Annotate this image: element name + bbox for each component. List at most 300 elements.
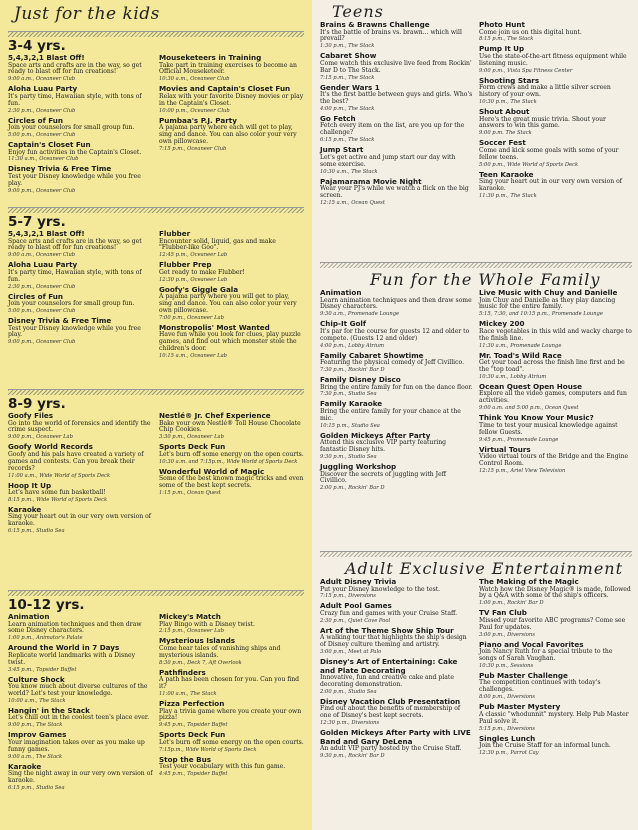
event-item [8,482,153,503]
event-time-location: 9:30 p.m., Rockin' Bar D [320,753,385,760]
event-title: Sports Deck Fun [159,442,226,452]
event-title: Captain's Closet Fun [8,140,91,150]
event-time-location: 10:30 a.m., Oceaneer Club [159,76,230,83]
event-item [320,729,473,759]
kids-heading: Just for the kids [14,4,160,24]
event-time-location: 9:00 p.m., Oceaneer Club [8,187,76,194]
event-description: Join your counselors for small group fun. [8,124,135,132]
event-title: Mouseketeers in Training [159,53,262,62]
event-item [320,352,473,373]
event-title: Disney Trivia & Free Time [8,164,112,174]
event-description: It's party time, Hawaiian style, with tons of fun. [8,268,142,283]
event-time-location: 3:00 p.m., Diversions [479,631,535,638]
event-time-location: 11:30 a.m., Promenade Lounge [479,342,562,349]
event-title: Family Cabaret Showtime [320,350,424,360]
event-item [8,707,153,728]
event-title: Gender Wars 1 [320,82,380,92]
event-description: Innovative, fun and creative cake and plate decorating demonstration. [320,674,454,689]
event-description: Join your counselors for small group fun. [8,300,135,308]
event-description: Play Bingo with a Disney twist. [159,620,255,628]
event-description: Bake your own Nestlé® Toll House Chocolate Chip Cookies. [159,419,301,434]
event-title: Golden Mickeys After Party with LIVE Band and Gary DeLena [320,728,471,746]
event-time-location: 3:30 p.m., Oceaneer Lab [159,434,224,441]
event-title: Adult Disney Trivia [320,577,397,586]
event-description: Wear your PJ's while we watch a flick on the big screen. [320,185,469,199]
age-divider [8,389,304,395]
event-column-left [8,230,153,362]
event-time-location: 1:30 p.m., The Stack [320,43,375,50]
event-time-location: 7:15p.m., Wide World of Sports Deck [159,746,257,753]
event-title: Culture Shock [8,674,65,684]
event-column-right [479,289,632,494]
event-item [159,443,304,464]
event-time-location: 5:00 p.m., Oceaneer Club [8,308,76,315]
event-title: Virtual Tours [479,444,531,454]
event-description: Join Nancy Ruth for a special tribute to the songs of Sarah Vaughan. [479,648,613,663]
event-time-location: 2:30 p.m., Oceaneer Club [8,283,76,290]
event-title: Mickey's Match [159,612,221,621]
event-description: Goofy and his pals have created a variety of games and contests. Can you break their records? [8,450,144,472]
event-item [159,117,304,152]
event-title: TV Fan Club [479,608,527,618]
event-title: Disney Trivia & Free Time [8,316,112,326]
event-item [479,414,632,442]
event-item [479,171,632,199]
event-title: Disney's Art of Entertaining: Cake and Plate Decorating [320,657,458,675]
event-description: A pajama party where you will get to play, sing and dance. You can also color your very own pillowcase. [159,293,297,315]
event-description: You know much about diverse cultures of the world? Let's test your knowledge. [8,683,148,698]
event-item [479,703,632,731]
event-description: A path has been chosen for you. Can you find it? [159,676,300,691]
event-description: Use the state-of-the-art fitness equipment while listening music. [479,52,627,67]
event-item [159,669,304,697]
event-time-location: 6:15 p.m., Studio Sea [8,528,65,535]
event-time-location: 10:00 p.m., Oceaneer Club [159,107,230,114]
event-time-location: 10:00 a.m., The Stack [8,697,66,704]
event-item [320,21,473,49]
event-time-location: 4:00 p.m., Lobby Atrium [320,342,385,349]
event-time-location: 2:15 p.m., Oceaneer Lab [159,628,224,635]
event-description: Let's burn off some energy on the open courts. [159,738,304,746]
event-item [320,376,473,397]
event-time-location: 2:00 p.m., Rockin' Bar D [320,485,385,492]
event-description: Here's the great music trivia. Shout your answers to win this game. [479,115,606,130]
event-item [8,412,153,440]
kids-panel [0,0,312,830]
event-item [320,289,473,317]
event-title: Goofy Files [8,411,54,420]
event-item [8,230,153,258]
event-time-location: 3:45 p.m., Topsider Buffet [8,666,77,673]
event-title: Circles of Fun [8,115,64,125]
event-time-location: 8:30 p.m., Deck 7, Aft Overlook [159,659,242,666]
event-title: Go Fetch [320,113,356,123]
event-title: Juggling Workshop [320,462,397,472]
event-title: Improv Games [8,730,67,740]
event-item [320,578,473,599]
event-time-location: 9:45 p.m., Promenade Lounge [479,436,559,443]
age-divider [8,207,304,213]
event-title: Flubber Prep [159,260,212,270]
event-time-location: 7:30 p.m., Rockin' Bar D [320,367,385,374]
event-description: It's par for the course for guests 12 and older to compete. (Guests 12 and older) [320,327,470,342]
event-item [479,45,632,73]
event-description: Watch how the Disney Magic® is made, followed by a Q&A with some of the ship's officers. [479,585,631,600]
event-title: Live Music with Chuy and Danielle [479,288,618,297]
event-description: Sing your heart out in our very own version of karaoke. [8,513,152,528]
event-time-location: 7:00 p.m., Oceaneer Lab [159,314,224,321]
event-item [8,141,153,162]
event-item [8,443,153,478]
event-title: Mr. Toad's Wild Race [479,350,562,360]
event-time-location: 12:45 p.m., Oceaneer Lab [159,252,228,259]
event-time-location: 1:00 p.m., Rockin' Bar D [479,600,544,607]
event-title: Wonderful World of Magic [159,466,265,476]
event-title: Pizza Perfection [159,699,225,709]
event-time-location: 11:30 p.m., The Stack [479,192,537,199]
event-time-location: 10:30 p.m., The Stack [479,99,537,106]
event-column-right [479,578,632,762]
age-heading: 10-12 yrs. [8,597,85,613]
event-description: Test your Disney knowledge while you free play. [8,324,141,339]
event-time-location: 7:15 p.m., The Stack [320,74,375,81]
event-time-location: 6:15 p.m., Studio Sea [8,784,65,791]
event-description: Bring the entire family for fun on the dance floor. [320,383,473,391]
event-description: Explore all the video games, computers and fun activities. [479,390,627,405]
event-time-location: 9:00 p.m., Oceaneer Lab [8,434,73,441]
event-time-location: 10:30 a.m. and 7:15p.m., Wide World of Sports Deck [159,458,298,465]
event-description: Come hear tales of vanishing ships and mysterious islands. [159,644,281,659]
event-time-location: 12:30 p.m., Diversions [320,720,380,727]
event-description: Discover the secrets of juggling with Jeff Civillico. [320,470,447,485]
adult-heading: Adult Exclusive Entertainment [345,559,624,578]
event-column-left [320,578,473,762]
event-title: Goofy's Giggle Gala [159,284,239,294]
event-description: Fetch every item on the list, are you up for the challenge? [320,122,465,137]
event-title: Teen Karaoke [479,169,534,179]
event-column-left [8,412,153,537]
event-description: Let's have some fun basketball! [8,489,106,497]
event-item [159,756,304,777]
event-item [159,85,304,113]
age-divider [8,31,304,37]
event-title: Golden Mickeys After Party [320,430,431,440]
event-item [479,352,632,380]
event-column-left [320,21,473,209]
event-time-location: 2:00 p.m., Studio Sea [320,688,377,695]
event-title: Adult Pool Games [320,601,392,611]
event-description: A walking tour that highlights the ship's design of Disney culture theming and artistry. [320,634,467,649]
event-description: Space arts and crafts are in the way, so get ready to blast off for fun creations! [8,237,142,252]
event-description: Play a trivia game where you create your own pizza! [159,707,302,722]
event-item [479,672,632,700]
event-title: 5,4,3,2,1 Blast Off! [8,53,85,62]
event-description: The competition continues with today's challenges. [479,679,601,694]
event-description: Sing your heart out in our very own version of karaoke. [479,178,623,193]
event-description: Let's burn off some energy on the open courts. [159,450,304,458]
event-description: Let's get active and jump start our day with some exercise. [320,153,456,168]
event-time-location: 9:00 a.m., Oceaneer Club [8,252,76,259]
event-description: An adult VIP party hosted by the Cruise Staff. [320,745,462,753]
event-item [320,627,473,655]
event-time-location: 5:00 p.m., Oceaneer Club [8,132,76,139]
age-heading: 8-9 yrs. [8,396,66,412]
event-item [159,54,304,82]
event-title: Cabaret Show [320,51,377,61]
event-item [320,602,473,623]
event-time-location: 8:15 p.m., The Stack [479,36,534,43]
event-description: Your imagination takes over as you make up funny games. [8,738,145,753]
event-description: Learn animation techniques and then draw some Disney characters. [320,296,472,311]
event-time-location: 5:00 p.m., Wide World of Sports Deck [479,161,579,168]
event-column-right [159,412,304,537]
event-time-location: 4:45 p.m., Topsider Buffet [159,771,228,778]
event-description: Have fun while you look for clues, play puzzle games, and find out which monster stole the children's door. [159,331,301,353]
event-item [8,117,153,138]
event-time-location: 12:15 a.m., Ocean Quest [320,199,385,206]
event-description: Test your Disney knowledge while you free play. [8,172,141,187]
event-item [479,108,632,136]
event-item [479,641,632,669]
event-item [8,261,153,289]
age-heading: 3-4 yrs. [8,38,66,54]
event-description: Relax with your favorite Disney movies or play in the Captain's Closet. [159,92,304,107]
age-group-8-9 [8,389,304,564]
event-description: Join Chuy and Danielle as they play dancing music for the entire family. [479,296,616,311]
event-item [320,463,473,491]
event-time-location: 9:00 a.m. and 5:00 p.m., Ocean Quest [479,405,579,412]
event-item [8,731,153,759]
event-time-location: 10:30 a.m., The Stack [320,168,378,175]
event-item [479,735,632,756]
event-item [320,146,473,174]
event-item [479,578,632,606]
event-time-location: 11:00 a.m., Wide World of Sports Deck [8,472,111,479]
event-item [479,383,632,411]
event-description: Come and kick some goals with some of your fellow teens. [479,146,619,161]
event-title: Shout About [479,107,530,117]
event-time-location: 7:15 p.m., Diversions [320,593,376,600]
event-item [8,54,153,82]
teens-heading: Teens [332,2,384,21]
event-title: Think You Know Your Music? [479,413,594,423]
event-item [8,613,153,641]
event-description: Form crews and make a little silver screen history of your own. [479,84,611,99]
event-title: Chip-It Golf [320,319,367,329]
event-title: Piano and Vocal Favorites [479,639,584,649]
event-title: Brains & Brawns Challenge [320,20,430,29]
event-item [479,446,632,474]
event-item [320,698,473,726]
family-heading: Fun for the Whole Family [370,270,601,289]
event-item [320,115,473,143]
event-title: Pub Master Challenge [479,670,568,680]
event-time-location: 9:00 p.m., Vista Spa Fitness Center [479,67,573,74]
event-title: Karaoke [8,504,42,514]
event-title: Circles of Fun [8,291,64,301]
event-description: Let's chill out in the coolest teen's place ever. [8,714,150,722]
event-description: Encounter solid, liquid, gas and make "Flubber-like Goo". [159,237,276,252]
event-item [320,658,473,695]
event-item [8,293,153,314]
age-group-3-4 [8,31,304,203]
event-time-location: 1:00 p.m., Animator's Palate [8,635,83,642]
event-time-location: 12:15 p.m., Ariel View Television [479,467,566,474]
event-time-location: 5:15 p.m., Diversions [479,725,535,732]
event-item [159,637,304,665]
event-time-location: 3:00 p.m., Meet at Palo [320,649,382,656]
event-title: Family Disney Disco [320,375,401,385]
event-description: Find out about the benefits of membership of one of Disney's best kept secrets. [320,705,461,720]
event-title: Aloha Luau Party [8,260,78,270]
event-description: A pajama party where each will get to play, sing and dance. You can also color your very own pillowcase. [159,124,297,145]
event-description: Get ready to make Flubber! [159,268,245,276]
event-time-location: 5:15, 7:30, and 10:15 p.m., Promenade Lounge [479,311,603,318]
event-time-location: 10:30 a.m., Lobby Atrium [479,373,547,380]
event-title: Disney Vacation Club Presentation [320,696,461,706]
event-description: Crazy fun and games with your Cruise Staff. [320,609,458,617]
event-time-location: 8:15 p.m., Wide World of Sports Deck [8,496,108,503]
event-column-left [8,613,153,794]
event-title: Photo Hunt [479,20,525,29]
event-item [159,230,304,258]
event-description: It's the battle of brains vs. brawn... which will prevail? [320,28,462,43]
event-title: Movies and Captain's Closet Fun [159,84,291,94]
event-title: Shooting Stars [479,75,540,85]
event-item [159,286,304,321]
event-title: Jump Start [320,145,364,155]
event-description: Join the Cruise Staff for an informal lunch. [479,742,611,750]
event-item [320,432,473,460]
event-title: Hangin' in the Stack [8,705,90,715]
section-divider [320,551,632,557]
event-item [159,261,304,282]
event-title: Monstropolis' Most Wanted [159,322,270,332]
event-title: Pump It Up [479,44,525,54]
event-item [159,731,304,752]
event-title: Mysterious Islands [159,636,236,646]
event-time-location: 2:30 p.m., Quiet Cove Pool [320,617,391,624]
event-column-right [479,21,632,209]
event-time-location: 6:15 p.m., The Stack [320,137,375,144]
event-time-location: 9:00 a.m., Oceaneer Club [8,76,76,83]
event-time-location: 7:30 p.m., Studio Sea [320,391,377,398]
event-title: Singles Lunch [479,733,536,743]
event-description: Video virtual tours of the Bridge and the Engine Control Room. [479,453,629,467]
event-item [159,324,304,359]
event-time-location: 9:00 p.m., The Stack [8,722,63,729]
event-description: Come watch this exclusive live feed from Rockin' Bar D to The Stack. [320,59,472,74]
event-title: Mickey 200 [479,319,525,329]
event-title: Karaoke [8,761,42,771]
event-description: Get your toad across the finish line first and be the "top toad". [479,359,625,374]
event-description: Take part in training exercises to become an Official Mouseketeer. [159,61,297,76]
event-description: Come join us on this digital hunt. [479,28,582,36]
event-description: A classic "whodunnit" mystery. Help Pub Master Paul solve it. [479,710,629,725]
event-title: The Making of the Magic [479,577,579,586]
age-group-10-12 [8,590,304,828]
section-divider [320,262,632,268]
event-column-right [159,54,304,197]
event-time-location: 10:15 a.m., Oceaneer Lab [159,353,227,360]
event-item [479,77,632,105]
event-item [159,700,304,728]
event-item [8,763,153,791]
event-time-location: 9:00 a.m., The Stack [8,753,63,760]
event-item [479,21,632,42]
event-time-location: 9:00 p.m. The Stack [479,130,532,137]
family-section [320,262,632,547]
event-description: Replicate world landmarks with a Disney twist. [8,651,136,666]
event-item [320,178,473,206]
event-item [8,165,153,193]
event-column-left [320,289,473,494]
event-title: Animation [320,288,362,297]
event-description: Put your Disney knowledge to the test. [320,585,441,593]
event-description: Bring the entire family for your chance at the mic. [320,407,461,422]
event-item [479,320,632,348]
event-description: Missed your favorite ABC programs? Come see Paul for updates. [479,616,626,631]
teens-family-adult-panel [312,0,638,830]
event-title: Family Karaoke [320,399,383,409]
event-time-location: 9:30 p.m., Studio Sea [320,454,377,461]
event-title: Pathfinders [159,667,206,677]
event-time-location: 11:00 a.m., The Stack [159,691,217,698]
event-item [159,468,304,496]
event-item [8,85,153,113]
event-item [479,609,632,637]
event-title: Sports Deck Fun [159,730,226,740]
event-title: Pumbaa's P.J. Party [159,115,237,125]
event-description: Go into the world of forensics and identify the crime suspect. [8,419,151,434]
event-description: Race vegetables in this wild and wacky charge to the finish line. [479,327,632,342]
teens-section [320,2,632,260]
event-title: Around the World in 7 Days [8,643,120,653]
age-heading: 5-7 yrs. [8,214,66,230]
event-description: Time to test your musical knowledge against fellow Guests. [479,421,618,436]
event-time-location: 12:30 p.m., Parrot Cay [479,749,539,756]
age-group-5-7 [8,207,304,385]
event-description: It's party time, Hawaiian style, with tons of fun. [8,92,142,107]
event-time-location: 9:45 p.m., Topsider Buffet [159,722,228,729]
event-column-right [159,613,304,794]
event-title: 5,4,3,2,1 Blast Off! [8,229,85,238]
event-time-location: 10:15 p.m., Studio Sea [320,422,380,429]
event-item [159,613,304,634]
event-time-location: 10:30 p.m., Sessions [479,662,534,669]
event-column-left [8,54,153,197]
event-title: Goofy World Records [8,442,93,452]
event-item [479,289,632,317]
event-item [320,52,473,80]
event-time-location: 4:00 p.m., The Stack [320,105,375,112]
event-item [8,676,153,704]
event-item [320,400,473,428]
event-description: Enjoy fun activities in the Captain's Closet. [8,148,142,156]
event-item [479,139,632,167]
event-description: Some of the best known magic tricks and even some of the best kept secrets. [159,475,304,490]
event-title: Art of the Theme Show Ship Tour [320,625,454,635]
event-item [8,644,153,672]
event-title: Pub Master Mystery [479,702,561,712]
event-time-location: 11:30 a.m., Oceaneer Club [8,156,79,163]
event-time-location: 9:00 p.m., Oceaneer Club [8,339,76,346]
event-column-right [159,230,304,362]
adult-section [320,551,632,828]
event-time-location: 9:30 a.m., Promenade Lounge [320,311,400,318]
event-time-location: 2:30 p.m., Oceaneer Club [8,107,76,114]
event-title: Hoop It Up [8,480,52,490]
